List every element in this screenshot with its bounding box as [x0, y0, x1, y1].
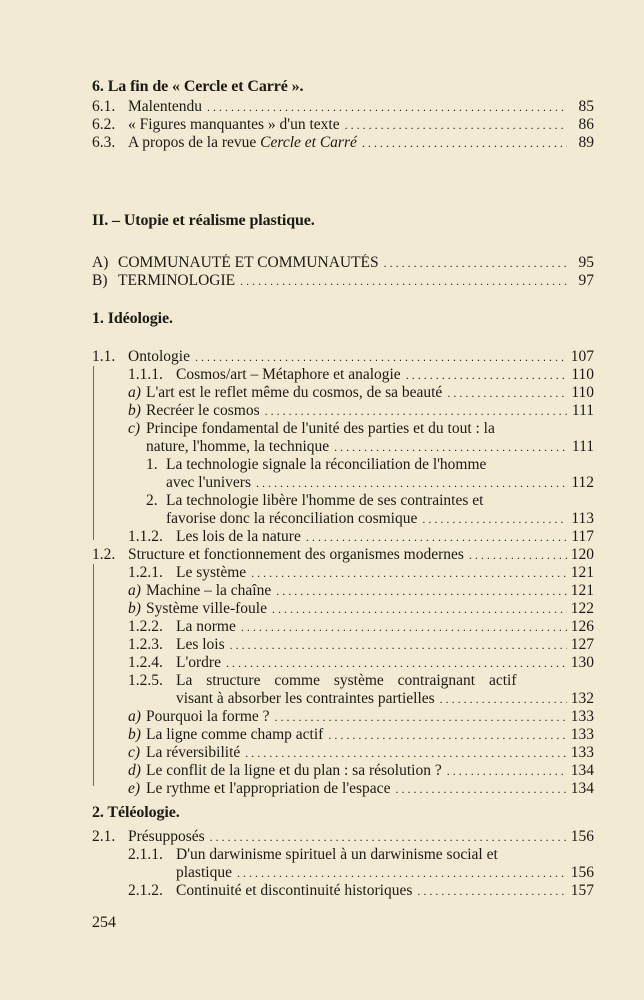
entry-page: 133 — [570, 744, 594, 761]
entry-title: Le rythme et l'appropriation de l'espace — [146, 780, 391, 797]
dot-leader — [275, 708, 567, 726]
toc-entry — [0, 636, 644, 654]
entry-title: avec l'univers — [166, 474, 251, 491]
entry-number: 6.2. — [92, 116, 116, 133]
entry-text-wrap — [166, 510, 567, 528]
toc-entry — [0, 384, 644, 402]
toc-entry-continuation — [0, 690, 644, 708]
entry-title: Cosmos/art – Métaphore et analogie — [176, 366, 401, 383]
heading-section-2: 2. Téléologie. — [92, 804, 180, 821]
entry-title: plastique — [176, 864, 232, 881]
entry-page: 130 — [570, 654, 594, 671]
toc-entry — [0, 456, 644, 474]
entry-text-wrap — [128, 828, 567, 846]
entry-title: Les lois de la nature — [176, 528, 301, 545]
toc-entry — [0, 846, 644, 864]
entry-text-wrap — [128, 546, 567, 564]
heading-section-1: 1. Idéologie. — [92, 310, 173, 327]
toc-entry — [0, 272, 644, 290]
entry-number: 2.1.2. — [128, 882, 163, 899]
entry-page: 111 — [571, 438, 594, 455]
dot-leader — [276, 582, 567, 600]
dot-leader — [447, 762, 567, 780]
toc-entry — [0, 134, 644, 152]
entry-title: Les lois — [176, 636, 225, 653]
toc-entry — [0, 116, 644, 134]
entry-title: Principe fondamental de l'unité des parties et du tout : la — [146, 420, 495, 437]
entry-title: Ontologie — [128, 348, 190, 365]
entry-text-wrap — [176, 864, 567, 882]
dot-leader — [240, 272, 567, 290]
dot-leader — [406, 366, 567, 384]
entry-title: Le système — [176, 564, 247, 581]
entry-number: 1. — [146, 456, 158, 473]
entry-title: favorise donc la réconciliation cosmique — [166, 510, 418, 527]
dot-leader — [440, 690, 567, 708]
entry-letter: a) — [128, 708, 141, 725]
entry-title: Pourquoi la forme ? — [146, 708, 270, 725]
entry-number: 2.1.1. — [128, 846, 163, 863]
entry-number: 6.1. — [92, 98, 116, 115]
entry-title: La ligne comme champ actif — [146, 726, 324, 743]
entry-page: 89 — [578, 134, 594, 151]
entry-page: 134 — [570, 762, 594, 779]
dot-leader — [251, 564, 567, 582]
dot-leader — [245, 744, 567, 762]
entry-number: 1.1. — [92, 348, 116, 365]
entry-page: 133 — [570, 708, 594, 725]
entry-number: 2.1. — [92, 828, 116, 845]
entry-title: L'ordre — [176, 654, 221, 671]
toc-entry — [0, 762, 644, 780]
entry-page: 134 — [570, 780, 594, 797]
entry-page: 110 — [571, 384, 594, 401]
dot-leader — [241, 618, 567, 636]
entry-number: 1.1.1. — [128, 366, 163, 383]
dot-leader — [256, 474, 567, 492]
dot-leader — [210, 828, 567, 846]
dot-leader — [469, 546, 567, 564]
entry-title — [128, 134, 357, 152]
entry-number: 1.2. — [92, 546, 116, 563]
entry-title: La technologie signale la réconciliation de l'homme — [166, 456, 487, 473]
toc-entry — [0, 780, 644, 798]
dot-leader — [417, 882, 567, 900]
entry-page: 97 — [578, 272, 594, 289]
entry-text-wrap — [146, 780, 567, 798]
entry-text-wrap — [146, 402, 567, 420]
entry-title: L'art est le reflet même du cosmos, de sa beauté — [146, 384, 443, 401]
entry-page: 156 — [570, 864, 594, 881]
entry-text-wrap — [176, 366, 567, 384]
dot-leader — [422, 510, 567, 528]
entry-title: Présupposés — [128, 828, 205, 845]
entry-text-wrap — [176, 618, 567, 636]
entry-page: 117 — [571, 528, 594, 545]
entry-number: 1.2.4. — [128, 654, 163, 671]
entry-page: 127 — [570, 636, 594, 653]
dot-leader — [230, 636, 567, 654]
toc-entry — [0, 254, 644, 272]
entry-page: 111 — [571, 402, 594, 419]
toc-entry — [0, 654, 644, 672]
toc-entry-continuation — [0, 864, 644, 882]
entry-title: Le conflit de la ligne et du plan : sa résolution ? — [146, 762, 442, 779]
entry-text-wrap — [128, 98, 567, 116]
entry-letter: c) — [128, 420, 141, 437]
entry-text-wrap — [146, 438, 567, 456]
entry-page: 113 — [571, 510, 594, 527]
toc-entry — [0, 672, 644, 690]
entry-title: Continuité et discontinuité historiques — [176, 882, 413, 899]
entry-title: COMMUNAUTÉ ET COMMUNAUTÉS — [118, 254, 379, 271]
entry-text-wrap — [146, 600, 567, 618]
entry-text-wrap — [128, 348, 567, 366]
entry-page: 120 — [570, 546, 594, 563]
toc-entry-continuation — [0, 510, 644, 528]
toc-entry-continuation — [0, 438, 644, 456]
entry-page: 133 — [570, 726, 594, 743]
entry-number: 1.2.3. — [128, 636, 163, 653]
entry-number: 6.3. — [92, 134, 116, 151]
entry-page: 132 — [570, 690, 594, 707]
entry-page: 95 — [578, 254, 594, 271]
entry-text-wrap — [146, 582, 567, 600]
entry-text-wrap — [128, 134, 567, 152]
entry-number: A) — [92, 254, 109, 271]
entry-title: La structure comme système contraignant actif — [176, 672, 517, 689]
entry-letter: b) — [128, 600, 141, 617]
toc-entry — [0, 618, 644, 636]
entry-title: nature, l'homme, la technique — [146, 438, 330, 455]
toc-entry — [0, 98, 644, 116]
dot-leader — [447, 384, 567, 402]
entry-text-wrap — [118, 254, 567, 272]
toc-entry — [0, 402, 644, 420]
dot-leader — [226, 654, 567, 672]
entry-number: 1.1.2. — [128, 528, 163, 545]
entry-page: 157 — [570, 882, 594, 899]
dot-leader — [384, 254, 567, 272]
toc-entry — [0, 726, 644, 744]
heading-section-6: 6. La fin de « Cercle et Carré ». — [92, 78, 304, 95]
entry-title: visant à absorber les contraintes partielles — [176, 690, 435, 707]
dot-leader — [334, 438, 567, 456]
dot-leader — [272, 600, 567, 618]
entry-title-italic: Cercle et Carré — [260, 134, 357, 151]
entry-text-wrap — [118, 272, 567, 290]
entry-text-wrap — [146, 708, 567, 726]
entry-title: « Figures manquantes » d'un texte — [128, 116, 340, 133]
entry-title: Malentendu — [128, 98, 203, 115]
toc-entry — [0, 546, 644, 564]
toc-entry — [0, 528, 644, 546]
dot-leader — [265, 402, 567, 420]
entry-text-wrap — [128, 116, 567, 134]
entry-letter: c) — [128, 744, 141, 761]
entry-text-wrap — [176, 690, 567, 708]
entry-letter: b) — [128, 726, 141, 743]
dot-leader — [395, 780, 567, 798]
entry-title: La norme — [176, 618, 236, 635]
entry-page: 86 — [578, 116, 594, 133]
entry-number: 2. — [146, 492, 158, 509]
dot-leader — [237, 864, 567, 882]
entry-page: 122 — [570, 600, 594, 617]
page-number: 254 — [92, 914, 116, 931]
entry-page: 85 — [578, 98, 594, 115]
toc-entry — [0, 582, 644, 600]
entry-title: La réversibilité — [146, 744, 241, 761]
entry-title: Recréer le cosmos — [146, 402, 260, 419]
toc-entry — [0, 708, 644, 726]
entry-page: 121 — [570, 564, 594, 581]
dot-leader — [306, 528, 567, 546]
entry-text-wrap — [176, 528, 567, 546]
entry-title: La technologie libère l'homme de ses contraintes et — [166, 492, 484, 509]
entry-number: B) — [92, 272, 108, 289]
entry-text-wrap — [146, 762, 567, 780]
toc-entry-continuation — [0, 474, 644, 492]
toc-entry — [0, 420, 644, 438]
entry-number: 1.2.1. — [128, 564, 163, 581]
entry-text-wrap — [176, 636, 567, 654]
toc-entry — [0, 564, 644, 582]
entry-title: Structure et fonctionnement des organismes modernes — [128, 546, 464, 563]
entry-letter: a) — [128, 582, 141, 599]
entry-page: 121 — [570, 582, 594, 599]
dot-leader — [345, 116, 567, 134]
entry-letter: d) — [128, 762, 141, 779]
dot-leader — [207, 98, 567, 116]
toc-entry — [0, 882, 644, 900]
entry-page: 126 — [570, 618, 594, 635]
toc-entry — [0, 492, 644, 510]
entry-title: D'un darwinisme spirituel à un darwinisme social et — [176, 846, 498, 863]
entry-title: Machine – la chaîne — [146, 582, 272, 599]
entry-page: 107 — [570, 348, 594, 365]
entry-title: Système ville-foule — [146, 600, 267, 617]
entry-number: 1.2.2. — [128, 618, 163, 635]
heading-part-II: II. – Utopie et réalisme plastique. — [92, 212, 315, 229]
entry-text-wrap — [166, 474, 567, 492]
entry-page: 110 — [571, 366, 594, 383]
dot-leader — [195, 348, 567, 366]
entry-text-wrap — [176, 564, 567, 582]
dot-leader — [328, 726, 567, 744]
toc-entry — [0, 348, 644, 366]
entry-title: TERMINOLOGIE — [118, 272, 236, 289]
dot-leader — [362, 134, 567, 152]
entry-text-wrap — [176, 882, 567, 900]
entry-text-wrap — [146, 726, 567, 744]
entry-title-roman: A propos de la revue — [128, 134, 261, 151]
toc-entry — [0, 600, 644, 618]
entry-page: 112 — [571, 474, 594, 491]
toc-entry — [0, 828, 644, 846]
entry-number: 1.2.5. — [128, 672, 163, 689]
entry-text-wrap — [146, 744, 567, 762]
toc-entry — [0, 744, 644, 762]
toc-entry — [0, 366, 644, 384]
entry-page: 156 — [570, 828, 594, 845]
entry-text-wrap — [176, 654, 567, 672]
entry-text-wrap — [146, 384, 567, 402]
entry-letter: e) — [128, 780, 141, 797]
entry-letter: b) — [128, 402, 141, 419]
entry-letter: a) — [128, 384, 141, 401]
